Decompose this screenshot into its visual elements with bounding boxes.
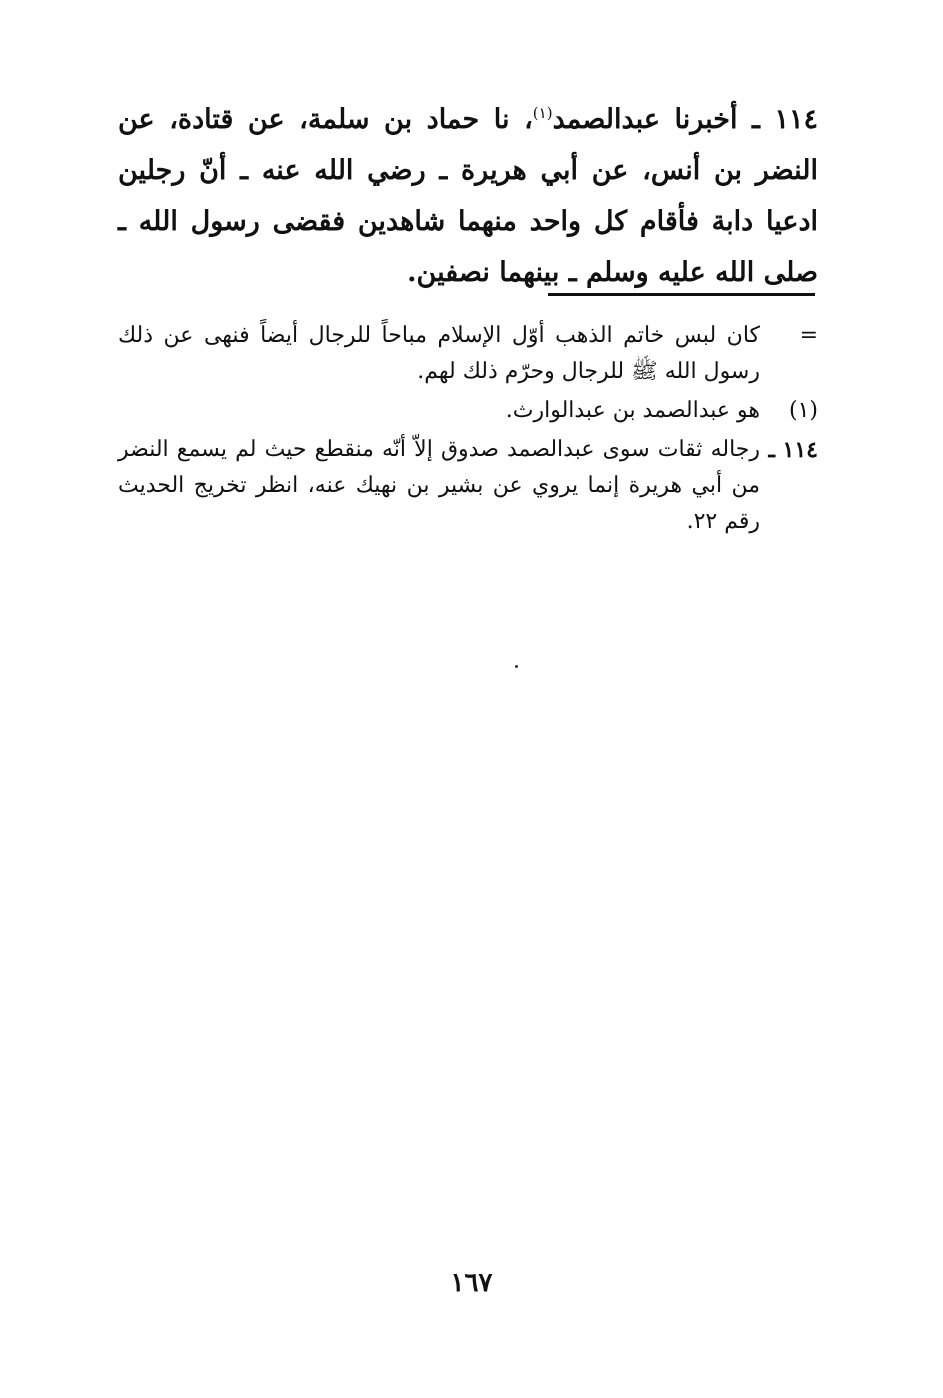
footnote-1 [118, 393, 818, 429]
footnote-text: رجاله ثقات سوى عبدالصمد صدوق إلاّ أنّه منقطع حيث لم يسمع النضر من أبي هريرة إنما يروي عن بشير بن نهيك عنه، انظر تخريج الحديث رقم ٢٢. [118, 437, 760, 534]
footnote-marker: (١) [788, 398, 818, 423]
page-number: ١٦٧ [450, 1268, 493, 1298]
footnote-reference: (١) [532, 104, 553, 122]
footnote-text: كان لبس خاتم الذهب أوّل الإسلام مباحاً للرجال أيضاً فنهى عن ذلك رسول الله ﷺ للرجال وحرّم ذلك لهم. [118, 323, 760, 384]
footnote-marker: ١١٤ ـ [768, 437, 818, 463]
hadith-text-rest: ، نا حماد بن سلمة، عن قتادة، عن النضر بن أنس، عن أبي هريرة ـ رضي الله عنه ـ أنّ رجلين ادعيا دابة فأقام كل واحد منهما شاهدين فقضى رسول الله ـ صلى الله عليه وسلم ـ بينهما نصفين. [118, 104, 818, 288]
footnote-114 [118, 432, 818, 540]
footnote-marker: = [799, 323, 818, 348]
footnote-text: هو عبدالصمد بن عبدالوارث. [505, 398, 760, 423]
stray-dot [515, 665, 518, 668]
hadith-main-text [118, 88, 818, 298]
footnote-continuation [118, 318, 818, 390]
hadith-number: ١١٤ ـ [752, 104, 818, 135]
hadith-text-start: أخبرنا عبدالصمد [552, 104, 753, 135]
footnotes-section [118, 318, 818, 543]
footnote-divider [548, 293, 815, 296]
hadith-paragraph [118, 88, 818, 298]
